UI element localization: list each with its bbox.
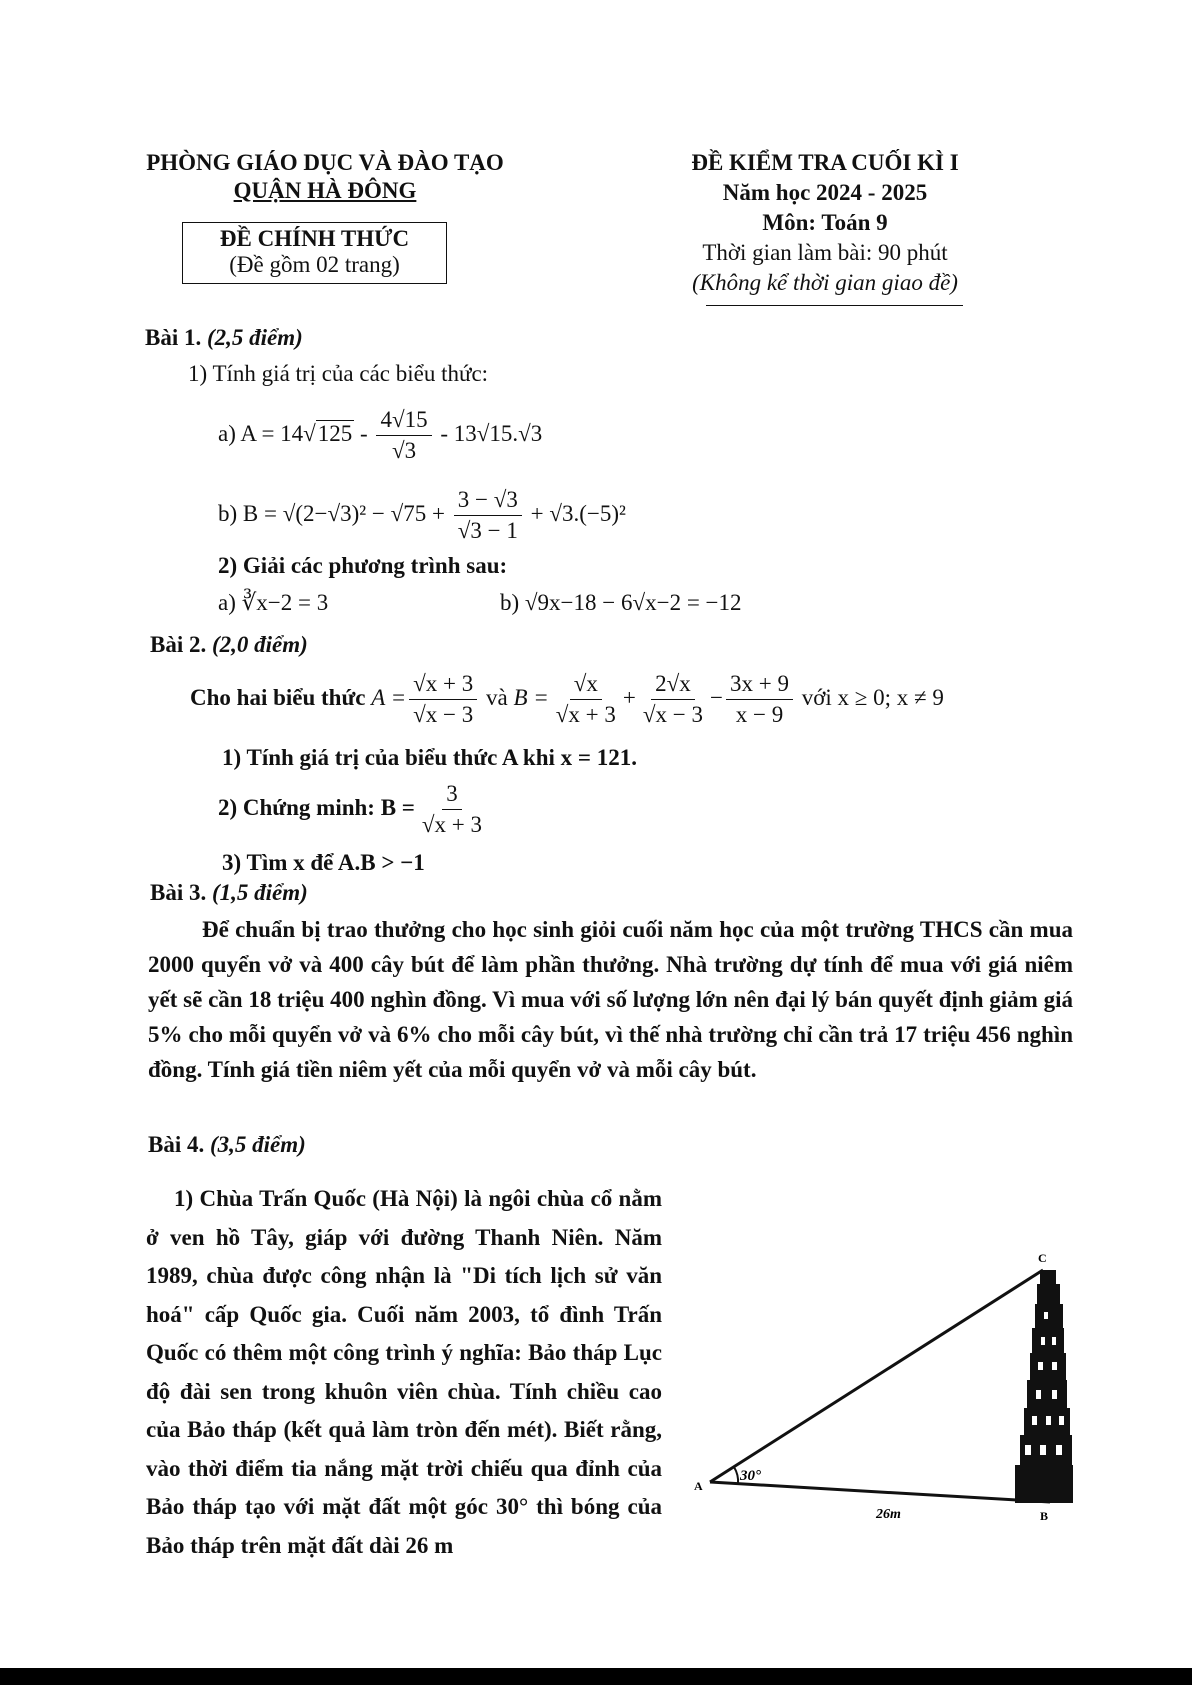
expr-B-lhs: B = [513, 684, 549, 710]
expr-B2-fraction [639, 670, 707, 729]
expr-B2-den: √x − 3 [642, 702, 703, 727]
expr-b-part2: − √75 + [366, 500, 451, 526]
expr-a-den: √3 [391, 438, 417, 463]
expr-a-radicand: 125 [317, 420, 353, 446]
duration-note: (Không kể thời gian giao đề) [692, 270, 958, 295]
page-count: (Đề gồm 02 trang) [229, 252, 400, 277]
school-year: Năm học 2024 - 2025 [722, 180, 928, 205]
expr-a-fraction [376, 406, 431, 465]
expr-A-num: √x + 3 [409, 670, 477, 700]
expr-B2-num: 2√x [651, 670, 695, 700]
header-divider [706, 305, 963, 306]
sun-ray-line [710, 1270, 1043, 1482]
bai2-q2 [218, 780, 489, 839]
bai2-q3: 3) Tìm x để A.B > −1 [222, 850, 425, 875]
length-label: 26m [876, 1507, 901, 1522]
bai1-expr-b [218, 486, 626, 545]
expr-b-den: √3 − 1 [457, 518, 518, 543]
bai2-title: Bài 2. [150, 632, 207, 657]
expr-A-den: √x − 3 [413, 702, 474, 727]
bai1-expr-a [218, 406, 542, 465]
bai3-heading [150, 880, 308, 906]
expr-a-label: a) A = 14 [218, 420, 304, 446]
expr-B3-fraction [726, 670, 793, 729]
bai2-q2-fraction [418, 780, 486, 839]
expr-a-tail: - 13√15.√3 [434, 420, 543, 446]
bai4-points: (3,5 điểm) [209, 1132, 306, 1157]
official-box [182, 222, 447, 284]
shadow-line [710, 1482, 1050, 1502]
expr-B3-den: x − 9 [735, 702, 784, 727]
expr-B1-den: √x + 3 [555, 702, 616, 727]
point-a-label: A [694, 1479, 703, 1493]
bai2-expressions [190, 670, 944, 729]
expr-B1-fraction [552, 670, 620, 729]
expr-B1-num: √x [570, 670, 602, 700]
bai2-q1: 1) Tính giá trị của biểu thức A khi x = 121. [222, 745, 637, 770]
bai1-points: (2,5 điểm) [206, 325, 303, 350]
expr-b-part3: + √3.(−5)² [524, 500, 626, 526]
bai1-title: Bài 1. [145, 325, 202, 350]
bai2-points: (2,0 điểm) [211, 632, 308, 657]
expr-A-lhs: A = [371, 684, 407, 710]
expr-a-num: 4√15 [376, 406, 431, 436]
subject: Môn: Toán 9 [762, 210, 888, 235]
expr-b-num: 3 − √3 [454, 486, 522, 516]
bai2-q2-num: 3 [442, 780, 462, 810]
duration: Thời gian làm bài: 90 phút [702, 240, 948, 265]
bai1-heading [145, 325, 303, 351]
bai2-heading [150, 632, 308, 658]
expr-b-fraction [454, 486, 522, 545]
bai1-q1: 1) Tính giá trị của các biểu thức: [188, 361, 489, 386]
tower-figure [680, 1240, 1090, 1540]
angle-label: 30° [740, 1468, 761, 1484]
department-name: PHÒNG GIÁO DỤC VÀ ĐÀO TẠO [146, 150, 504, 175]
bai2-intro: Cho hai biểu thức [190, 684, 366, 710]
point-c-label: C [1038, 1251, 1047, 1265]
scan-edge-bar [0, 1668, 1192, 1685]
condition: với x ≥ 0; x ≠ 9 [801, 684, 944, 710]
sqrt-sign: √ [303, 420, 316, 446]
bai3-body: Để chuẩn bị trao thưởng cho học sinh giỏi cuối năm học của một trường THCS cần mua 2000 quyển vở và 400 cây bút để làm phần thưởng. Nhà trường dự tính để mua với giá niêm yết sẽ cần 18 triệu 400 nghìn đồng. Vì mua với số lượng lớn nên đại lý bán quyết định giảm giá 5% cho mỗi quyển vở và 6% cho mỗi cây bút, vì thế nhà trường chỉ cần trả 17 triệu 456 nghìn đồng. Tính giá tiền niêm yết của mỗi quyển vở và mỗi cây bút. [148, 917, 1073, 1082]
bai4-heading [148, 1132, 306, 1158]
expr-A-fraction [409, 670, 477, 729]
bai2-q2-den: √x + 3 [421, 812, 483, 837]
angle-arc [734, 1467, 738, 1484]
bai4-title: Bài 4. [148, 1132, 205, 1157]
bai1-eq-a: a) ∛x−2 = 3 [218, 590, 329, 615]
plus-sign: + [622, 684, 636, 710]
expr-a-minus: - [354, 420, 374, 446]
bai3-points: (1,5 điểm) [211, 880, 308, 905]
point-b-label: B [1040, 1509, 1049, 1523]
district-name: QUẬN HÀ ĐÔNG [233, 178, 417, 203]
tower-icon [1015, 1270, 1073, 1503]
minus-sign: − [710, 684, 723, 710]
bai1-eq-b: b) √9x−18 − 6√x−2 = −12 [500, 590, 742, 615]
bai3-title: Bài 3. [150, 880, 207, 905]
and-word: và [486, 684, 508, 710]
official-label: ĐỀ CHÍNH THỨC [219, 226, 410, 251]
expr-b-label: b) B = [218, 500, 277, 526]
bai4-body: 1) Chùa Trấn Quốc (Hà Nội) là ngôi chùa cổ nằm ở ven hồ Tây, giáp với đường Thanh Niên. Năm 1989, chùa được công nhận là "Di tích lịch sử văn hoá" cấp Quốc gia. Cuối năm 2003, tổ đình Trấn Quốc có thêm một công trình ý nghĩa: Bảo tháp Lục độ đài sen trong khuôn viên chùa. Tính chiều cao của Bảo tháp (kết quả làm tròn đến mét). Biết rằng, vào thời điểm tia nắng mặt trời chiếu qua đỉnh của Bảo tháp tạo với mặt đất một góc 30° thì bóng của Bảo tháp trên mặt đất dài 26 m [146, 1186, 662, 1558]
expr-B3-num: 3x + 9 [726, 670, 793, 700]
expr-b-part1: √(2−√3)² [282, 500, 367, 526]
bai2-q2-label: 2) Chứng minh: B = [218, 794, 415, 820]
exam-title: ĐỀ KIỂM TRA CUỐI KÌ I [691, 150, 959, 175]
bai1-q2: 2) Giải các phương trình sau: [218, 553, 508, 578]
